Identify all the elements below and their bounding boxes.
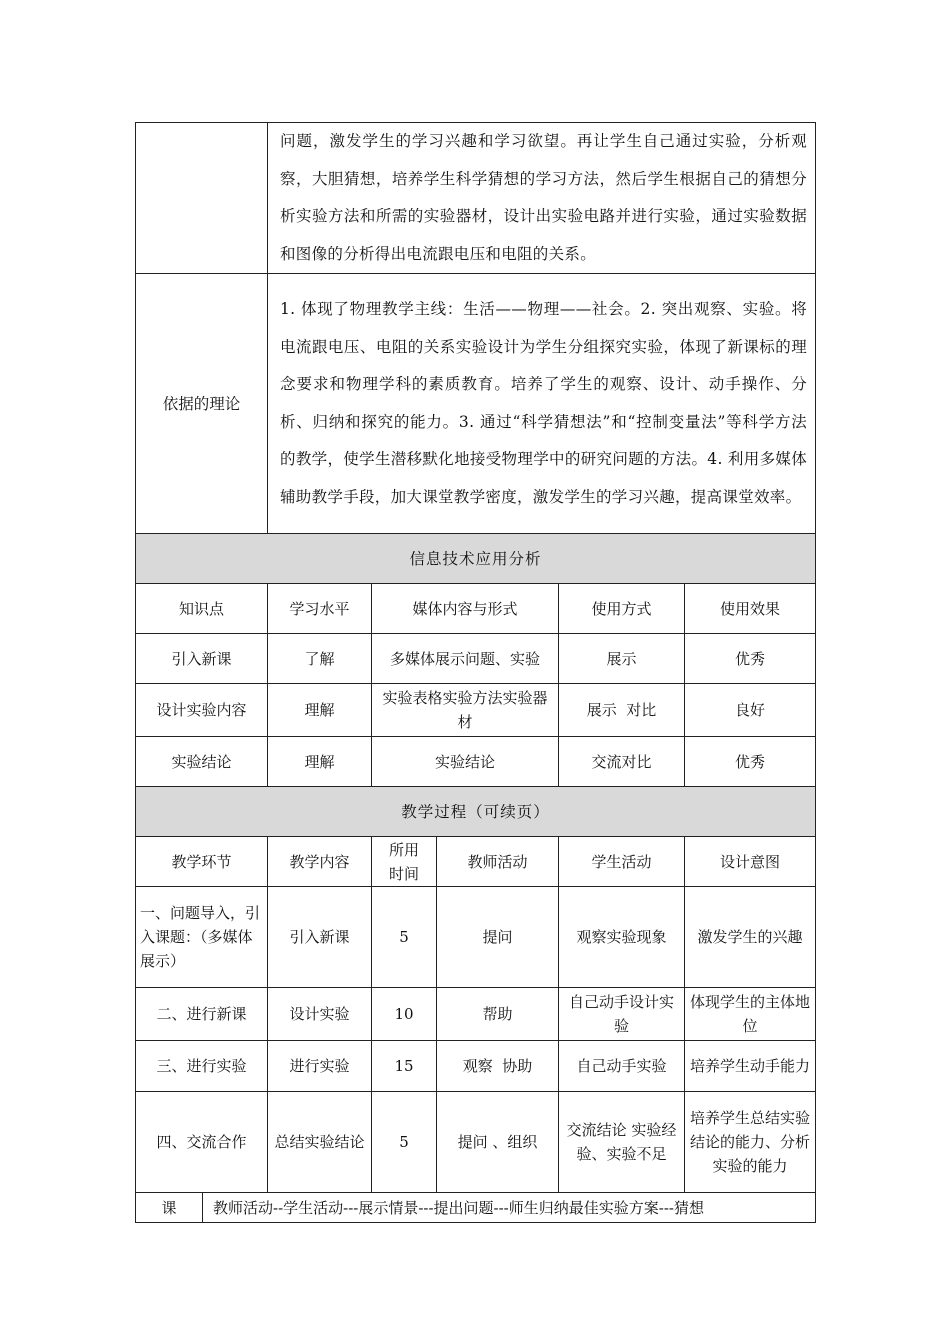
row-label: 课	[136, 1193, 203, 1223]
table-cell: 10	[372, 988, 437, 1041]
table-row	[136, 988, 816, 1041]
table-cell: 交流对比	[559, 737, 685, 787]
table-cell: 多媒体展示问题、实验	[372, 634, 559, 684]
section-title: 教学过程（可续页）	[136, 787, 816, 837]
continued-text-row	[136, 123, 816, 274]
table-cell: 一、问题导入，引入课题：（多媒体展示）	[136, 887, 268, 988]
column-header: 教师活动	[437, 837, 559, 887]
table-cell: 三、进行实验	[136, 1041, 268, 1092]
table-cell: 优秀	[685, 737, 816, 787]
table-cell: 进行实验	[268, 1041, 372, 1092]
table-cell: 优秀	[685, 634, 816, 684]
table-cell: 激发学生的兴趣	[685, 887, 816, 988]
table-cell: 培养学生总结实验结论的能力、分析实验的能力	[685, 1092, 816, 1193]
table-cell: 设计实验内容	[136, 684, 268, 737]
table-cell: 提问	[437, 887, 559, 988]
table-cell: 展示 对比	[559, 684, 685, 737]
theory-text: 1. 体现了物理教学主线：生活——物理——社会。2. 突出观察、实验。将电流跟电压、电阻的关系实验设计为学生分组探究实验，体现了新课标的理念要求和物理学科的素质教育。培养了学生的观察、设计、动手操作、分析、归纳和探究的能力。3. 通过“科学猜想法”和“控制变量法”等科学方法的教学，使学生潜移默化地接受物理学中的研究问题的方法。4. 利用多媒体辅助教学手段，加大课堂教学密度，激发学生的学习兴趣，提高课堂效率。	[268, 274, 816, 534]
lesson-plan-table	[135, 122, 816, 1223]
info-section-banner	[136, 534, 816, 584]
table-row	[136, 887, 816, 988]
table-row	[136, 634, 816, 684]
table-cell: 培养学生动手能力	[685, 1041, 816, 1092]
table-cell: 自己动手设计实验	[559, 988, 685, 1041]
table-row	[136, 737, 816, 787]
table-row	[136, 684, 816, 737]
table-cell: 观察 协助	[437, 1041, 559, 1092]
table-cell: 实验结论	[372, 737, 559, 787]
table-cell: 理解	[268, 737, 372, 787]
table-row	[136, 1041, 816, 1092]
table-cell: 二、进行新课	[136, 988, 268, 1041]
table-cell: 理解	[268, 684, 372, 737]
column-header: 媒体内容与形式	[372, 584, 559, 634]
process-header-row	[136, 837, 816, 887]
column-header: 教学内容	[268, 837, 372, 887]
theory-label: 依据的理论	[136, 274, 268, 534]
bottom-row	[136, 1193, 816, 1223]
table-cell: 帮助	[437, 988, 559, 1041]
info-header-row	[136, 584, 816, 634]
table-cell: 5	[372, 887, 437, 988]
lesson-flow-text: 教师活动--学生活动---展示情景---提出问题---师生归纳最佳实验方案---猜想	[203, 1193, 816, 1223]
table-cell: 提问 、组织	[437, 1092, 559, 1193]
lesson-plan-document	[135, 122, 815, 1223]
table-cell: 5	[372, 1092, 437, 1193]
row-label	[136, 123, 268, 274]
table-cell: 体现学生的主体地位	[685, 988, 816, 1041]
table-row	[136, 1092, 816, 1193]
column-header: 使用方式	[559, 584, 685, 634]
table-cell: 观察实验现象	[559, 887, 685, 988]
column-header: 学生活动	[559, 837, 685, 887]
column-header: 使用效果	[685, 584, 816, 634]
table-cell: 交流结论 实验经验、实验不足	[559, 1092, 685, 1193]
table-cell: 自己动手实验	[559, 1041, 685, 1092]
table-cell: 总结实验结论	[268, 1092, 372, 1193]
column-header: 所用时间	[372, 837, 437, 887]
table-cell: 展示	[559, 634, 685, 684]
column-header: 教学环节	[136, 837, 268, 887]
table-cell: 设计实验	[268, 988, 372, 1041]
column-header: 学习水平	[268, 584, 372, 634]
table-cell: 15	[372, 1041, 437, 1092]
table-cell: 了解	[268, 634, 372, 684]
process-section-banner	[136, 787, 816, 837]
column-header: 知识点	[136, 584, 268, 634]
design-description-text: 问题，激发学生的学习兴趣和学习欲望。再让学生自己通过实验，分析观察，大胆猜想，培养学生科学猜想的学习方法，然后学生根据自己的猜想分析实验方法和所需的实验器材，设计出实验电路并进行实验，通过实验数据和图像的分析得出电流跟电压和电阻的关系。	[268, 123, 816, 274]
table-cell: 实验结论	[136, 737, 268, 787]
table-cell: 引入新课	[268, 887, 372, 988]
table-cell: 四、交流合作	[136, 1092, 268, 1193]
column-header: 设计意图	[685, 837, 816, 887]
section-title: 信息技术应用分析	[136, 534, 816, 584]
theory-row	[136, 274, 816, 534]
table-cell: 良好	[685, 684, 816, 737]
table-cell: 引入新课	[136, 634, 268, 684]
table-cell: 实验表格实验方法实验器材	[372, 684, 559, 737]
